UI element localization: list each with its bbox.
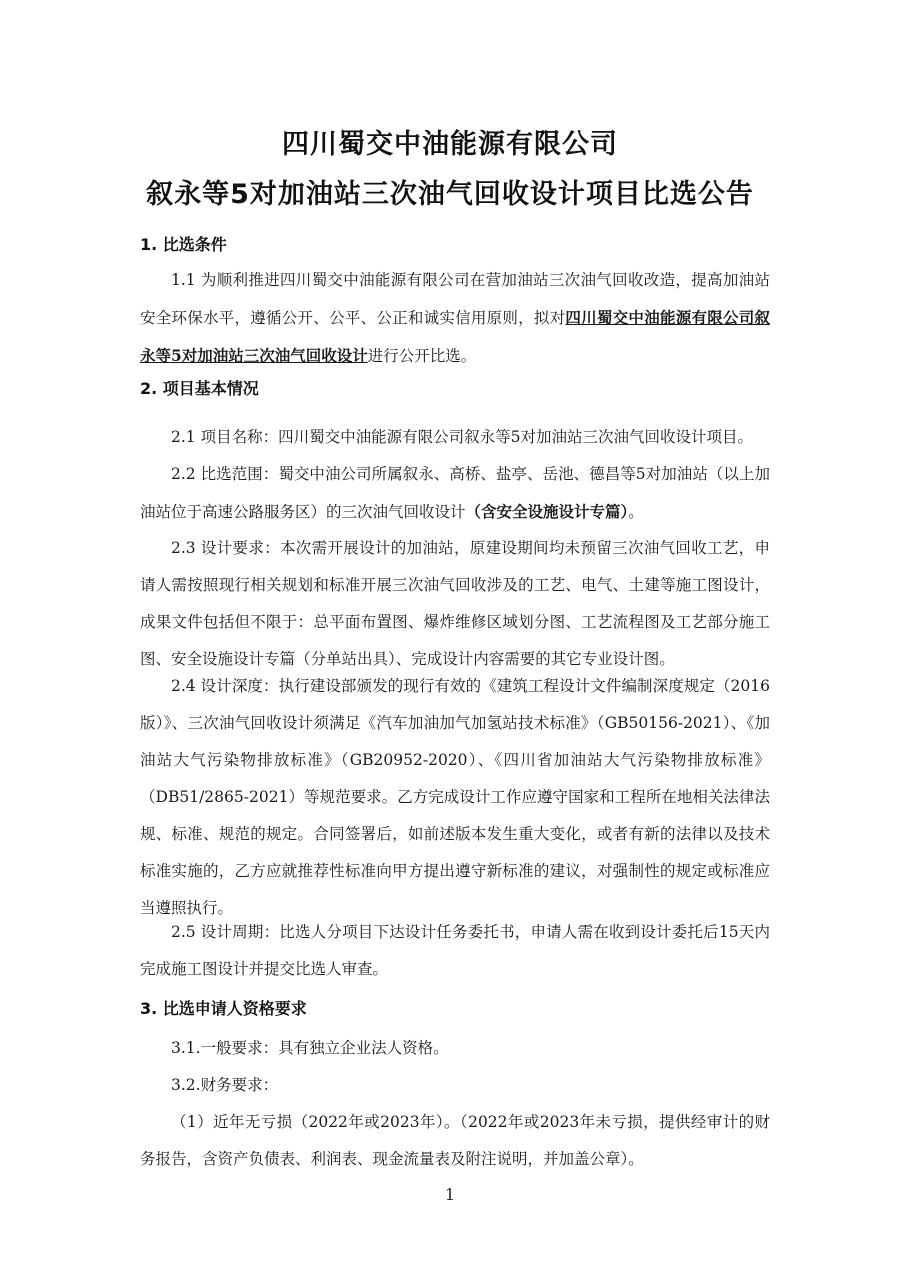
paragraph-2-1: 2.1 项目名称：四川蜀交中油能源有限公司叙永等5对加油站三次油气回收设计项目。	[171, 428, 753, 446]
document-title-company: 四川蜀交中油能源有限公司	[282, 129, 618, 160]
paragraph-3-2: 3.2.财务要求：	[171, 1076, 279, 1094]
paragraph-2-2-tail: 。	[628, 503, 644, 521]
document-title-project: 叙永等5对加油站三次油气回收设计项目比选公告	[146, 179, 754, 210]
paragraph-2-5: 2.5 设计周期：比选人分项目下达设计任务委托书，申请人需在收到设计委托后15天内完成施工图设计并提交比选人审查。	[140, 923, 770, 978]
paragraph-3-2-1: （1）近年无亏损（2022年或2023年）。（2022年或2023年未亏损，提供经审计的财务报告，含资产负债表、利润表、现金流量表及附注说明，并加盖公章）。	[140, 1113, 770, 1168]
section-heading-2: 2. 项目基本情况	[140, 379, 259, 398]
paragraph-1-1-text: 1.1 为顺利推进四川蜀交中油能源有限公司在营加油站三次油气回收改造，提高加油站安全环保水平，遵循公开、公平、公正和诚实信用原则，拟对	[140, 271, 770, 327]
paragraph-3-1: 3.1.一般要求：具有独立企业法人资格。	[171, 1039, 449, 1057]
paragraph-1-1-project-name: 四川蜀交中油能源有限公司叙永等5对加油站三次油气回收设计	[140, 308, 770, 365]
section-heading-3: 3. 比选申请人资格要求	[140, 999, 307, 1018]
page-number: 1	[444, 1185, 456, 1204]
paragraph-1-1	[140, 262, 770, 375]
paragraph-2-2-bold: （含安全设施设计专篇）	[465, 502, 629, 521]
paragraph-1-1-tail: 进行公开比选。	[367, 347, 477, 365]
paragraph-2-4: 2.4 设计深度：执行建设部颁发的现行有效的《建筑工程设计文件编制深度规定（2016版）》、三次油气回收设计须满足《汽车加油加气加氢站技术标准》（GB50156-2021）、《加油站大气污染物排放标准》（GB20952-2020）、《四川省加油站大气污染物排放标准》（DB51/2865-2021）等规范要求。乙方完成设计工作应遵守国家和工程所在地相关法律法规、标准、规范的规定。合同签署后，如前述版本发生重大变化，或者有新的法律以及技术标准实施的，乙方应就推荐性标准向甲方提出遵守新标准的建议，对强制性的规定或标准应当遵照执行。	[140, 677, 770, 917]
paragraph-2-2	[140, 456, 770, 531]
paragraph-2-2-text: 2.2 比选范围：蜀交中油公司所属叙永、高桥、盐亭、岳池、德昌等5对加油站（以上加油站位于高速公路服务区）的三次油气回收设计	[140, 465, 770, 521]
paragraph-2-3: 2.3 设计要求：本次需开展设计的加油站，原建设期间均未预留三次油气回收工艺，申请人需按照现行相关规划和标准开展三次油气回收涉及的工艺、电气、土建等施工图设计，成果文件包括但不限于：总平面布置图、爆炸维修区域划分图、工艺流程图及工艺部分施工图、安全设施设计专篇（分单站出具）、完成设计内容需要的其它专业设计图。	[140, 539, 770, 668]
section-heading-1: 1. 比选条件	[140, 235, 227, 254]
